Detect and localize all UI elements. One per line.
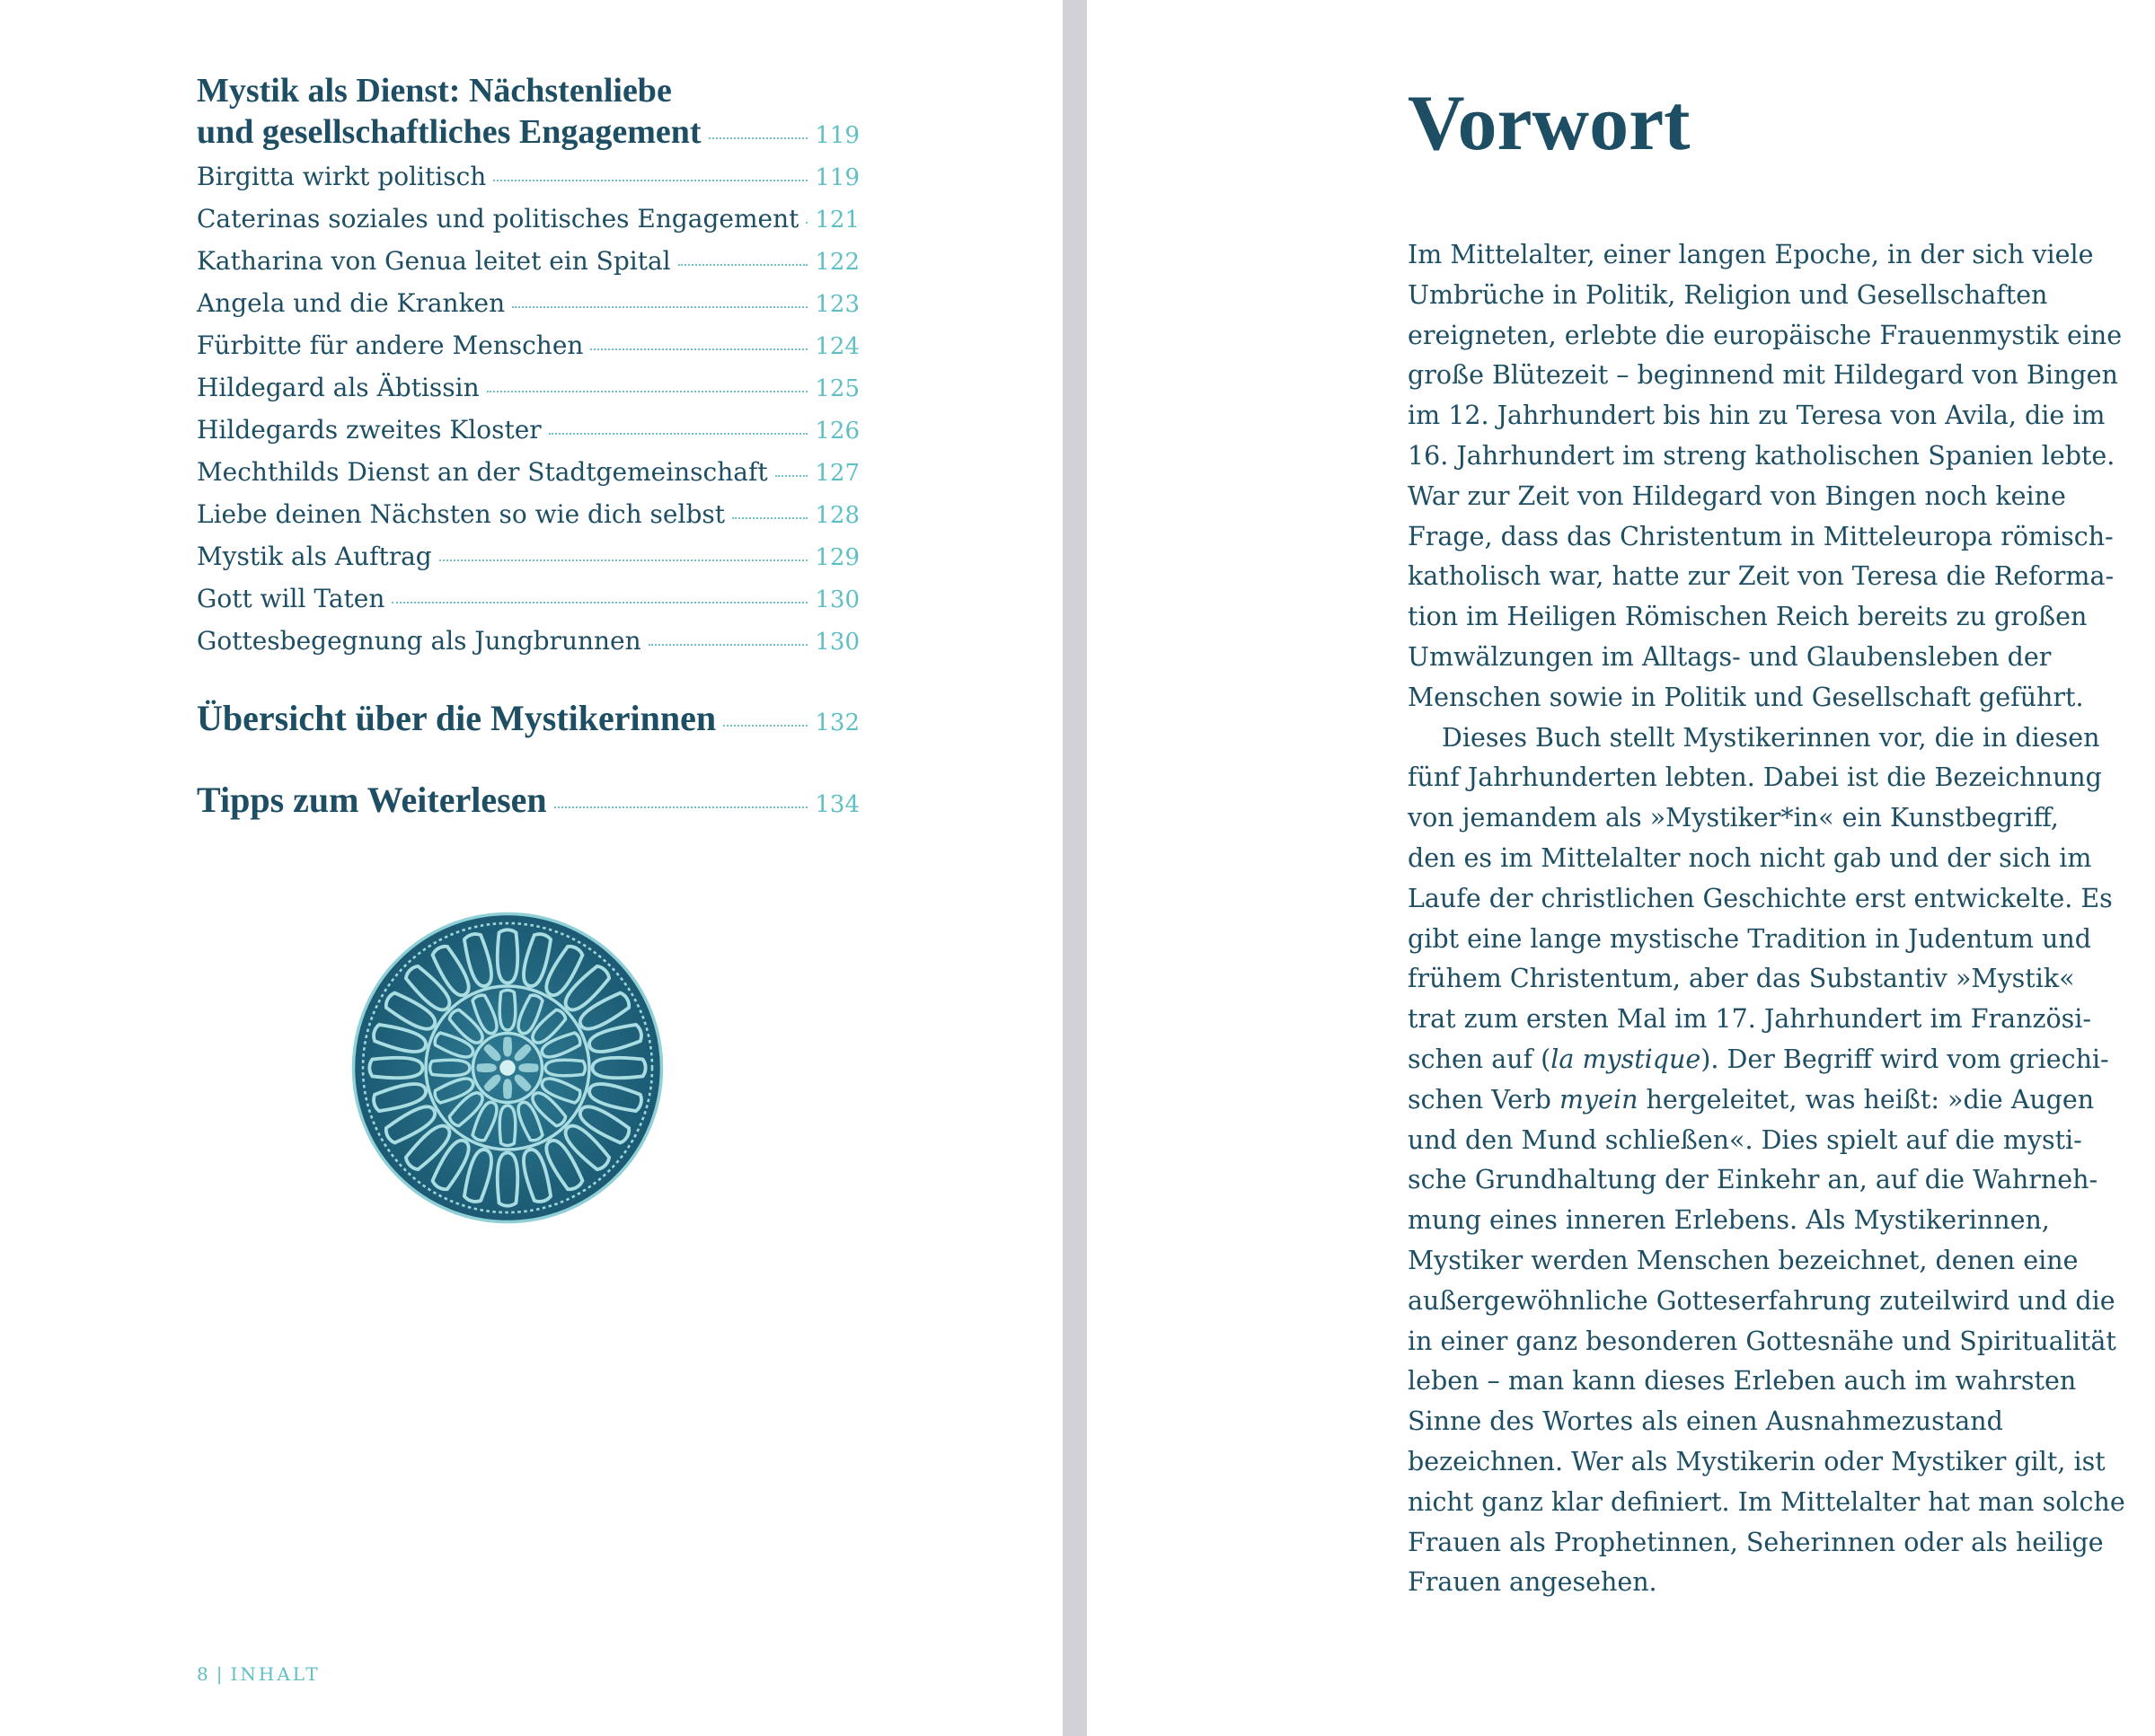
dot-leader [439,560,808,561]
text-line: in einer ganz besonderen Gottesnähe und Spiritualität [1408,1326,2116,1356]
dot-leader [775,475,808,477]
toc-entry-title: Hildegards zweites Kloster [197,415,542,445]
text-line: trat zum ersten Mal im 17. Jahrhundert im Französi- [1408,1004,2092,1035]
toc-entry-title: Gott will Taten [197,584,385,613]
text-line: und den Mund schließen«. Dies spielt auf die mysti- [1408,1124,2082,1155]
dot-leader [554,806,808,808]
text-line: Dieses Buch stellt Mystikerinnen vor, die in diesen [1442,722,2100,753]
dot-leader [678,264,808,266]
dot-leader [723,725,808,727]
toc-entry-page: 129 [815,544,860,571]
toc-entry-title: Katharina von Genua leitet ein Spital [197,246,671,276]
text-line [1408,1080,2126,1121]
toc-entry-page: 123 [815,291,860,318]
toc-entry-page: 126 [815,418,860,445]
text-line: Sinne des Wortes als einen Ausnahmezustand [1408,1406,2003,1437]
text-line: im 12. Jahrhundert bis hin zu Teresa von Avila, die im [1408,401,2106,431]
text-line: Mystiker werden Menschen bezeichnet, denen eine [1408,1245,2079,1275]
dot-leader [590,348,808,350]
toc-entry-page: 124 [815,333,860,360]
left-page [0,0,1063,1736]
text-run: ). Der Begriff wird vom griechi- [1700,1044,2109,1074]
toc-chapter-title-line-1: Mystik als Dienst: Nächstenliebe [197,72,672,110]
footer-separator: | [216,1663,225,1685]
toc-entry[interactable] [197,494,860,536]
toc-chapter-title-line-2: und gesellschaftliches Engagement [197,113,702,151]
text-line: leben – man kann dieses Erleben auch im wahrsten [1408,1366,2077,1397]
text-line: bezeichnen. Wer als Mystikerin oder Mystiker gilt, ist [1408,1446,2106,1476]
text-line: ereigneten, erlebte die europäische Frauenmystik eine [1408,320,2123,350]
dot-leader [512,306,808,308]
chapter-heading: Vorwort [1408,80,1691,167]
dot-leader [649,644,808,646]
toc-chapter-page: 119 [815,122,860,149]
toc-entry-page: 130 [815,629,860,656]
toc-entry-title: Mystik als Auftrag [197,542,432,571]
toc-entry[interactable] [197,578,860,621]
toc-chapter-line-2 [197,111,860,156]
text-run: schen Verb [1408,1084,1559,1115]
toc-major-page: 132 [815,709,860,736]
page-footer [197,1663,321,1685]
footer-page-number: 8 [197,1663,211,1685]
toc-entry-title: Angela und die Kranken [197,288,506,318]
toc-entry[interactable] [197,536,860,578]
text-line: große Blütezeit – beginnend mit Hildegard von Bingen [1408,360,2118,391]
text-line: tion im Heiligen Römischen Reich bereits zu großen [1408,602,2088,632]
toc-major-entry[interactable] [197,775,860,830]
toc-entry[interactable] [197,325,860,367]
text-line: Im Mittelalter, einer langen Epoche, in der sich viele [1408,240,2094,269]
text-line: 16. Jahrhundert im streng katholischen Spanien lebte. [1408,440,2115,471]
dot-leader [806,222,808,224]
text-line: Umwälzungen im Alltags- und Glaubensleben der [1408,641,2052,672]
toc-entry[interactable] [197,410,860,452]
toc-entry-title: Fürbitte für andere Menschen [197,330,584,360]
toc-major-title: Tipps zum Weiterlesen [197,780,547,820]
toc-entry-title: Gottesbegegnung als Jungbrunnen [197,626,641,656]
toc-entry-page: 125 [815,375,860,402]
toc-entry-title: Mechthilds Dienst an der Stadtgemeinschaft [197,457,768,487]
text-line: fünf Jahrhunderten lebten. Dabei ist die Bezeichnung [1408,762,2102,793]
text-line: Frage, dass das Christentum in Mitteleuropa römisch- [1408,521,2114,551]
toc-entry-page: 127 [815,460,860,487]
italic-term: la mystique [1550,1044,1701,1074]
toc-entry[interactable] [197,241,860,283]
text-line: frühem Christentum, aber das Substantiv »Mystik« [1408,964,2075,994]
text-line: Frauen angesehen. [1408,1567,1657,1598]
toc-entry-page: 122 [815,249,860,276]
text-line: katholisch war, hatte zur Zeit von Teresa die Reforma- [1408,561,2115,592]
dot-leader [493,180,808,181]
book-gutter [1063,0,1087,1736]
dot-leader [549,433,808,435]
text-line: mung eines inneren Erlebens. Als Mystikerinnen, [1408,1205,2050,1236]
text-line: gibt eine lange mystische Tradition in Judentum und [1408,923,2091,954]
dot-leader [709,137,808,139]
dot-leader [732,517,808,519]
body-text [1408,235,2126,1603]
text-line: sche Grundhaltung der Einkehr an, auf die Wahrneh- [1408,1165,2098,1195]
toc-major-page: 134 [815,791,860,818]
rose-petal [518,1063,538,1072]
rose-window-ornament [350,911,665,1225]
dot-leader [392,602,808,604]
toc-entry[interactable] [197,283,860,325]
toc-entry-title: Liebe deinen Nächsten so wie dich selbst [197,499,725,529]
rose-petal [503,1036,512,1056]
rose-petal [503,1079,512,1098]
toc-major-entry[interactable] [197,693,860,748]
toc-entry-title: Hildegard als Äbtissin [197,373,480,402]
text-line [1408,1040,2126,1080]
toc-entry-title: Caterinas soziales und politisches Engagement [197,204,799,234]
toc-entry-page: 128 [815,502,860,529]
toc-entry[interactable] [197,367,860,410]
right-page [1087,0,2155,1736]
italic-term: myein [1559,1084,1638,1115]
toc-major-title: Übersicht über die Mystikerinnen [197,698,717,738]
rose-petal [476,1063,496,1072]
toc-entry[interactable] [197,156,860,198]
footer-section: INHALT [230,1663,321,1685]
text-line: Frauen als Prophetinnen, Seherinnen oder als heilige [1408,1527,2104,1557]
toc-entry[interactable] [197,452,860,494]
toc-entries [197,156,860,663]
text-line: Menschen sowie in Politik und Gesellschaft geführt. [1408,682,2084,712]
text-line: Laufe der christlichen Geschichte erst entwickelte. Es [1408,883,2113,913]
text-line: außergewöhnliche Gotteserfahrung zuteilwird und die [1408,1285,2115,1316]
toc-entry-title: Birgitta wirkt politisch [197,162,487,191]
toc-entry-page: 121 [815,207,860,234]
text-run: schen auf ( [1408,1044,1551,1074]
text-line: War zur Zeit von Hildegard von Bingen noch keine [1408,480,2066,511]
text-line: Umbrüche in Politik, Religion und Gesellschaften [1408,279,2048,310]
toc-entry-page: 130 [815,586,860,613]
toc-chapter [197,70,860,156]
text-line: den es im Mittelalter noch nicht gab und der sich im [1408,842,2092,873]
table-of-contents [197,70,860,830]
toc-entry-page: 119 [815,164,860,191]
dot-leader [487,391,808,392]
toc-entry[interactable] [197,621,860,663]
text-line: von jemandem als »Mystiker*in« ein Kunstbegriff, [1408,803,2059,833]
toc-entry[interactable] [197,198,860,241]
text-line: nicht ganz klar definiert. Im Mittelalter hat man solche [1408,1486,2125,1517]
text-run: hergeleitet, was heißt: »die Augen [1638,1084,2095,1115]
